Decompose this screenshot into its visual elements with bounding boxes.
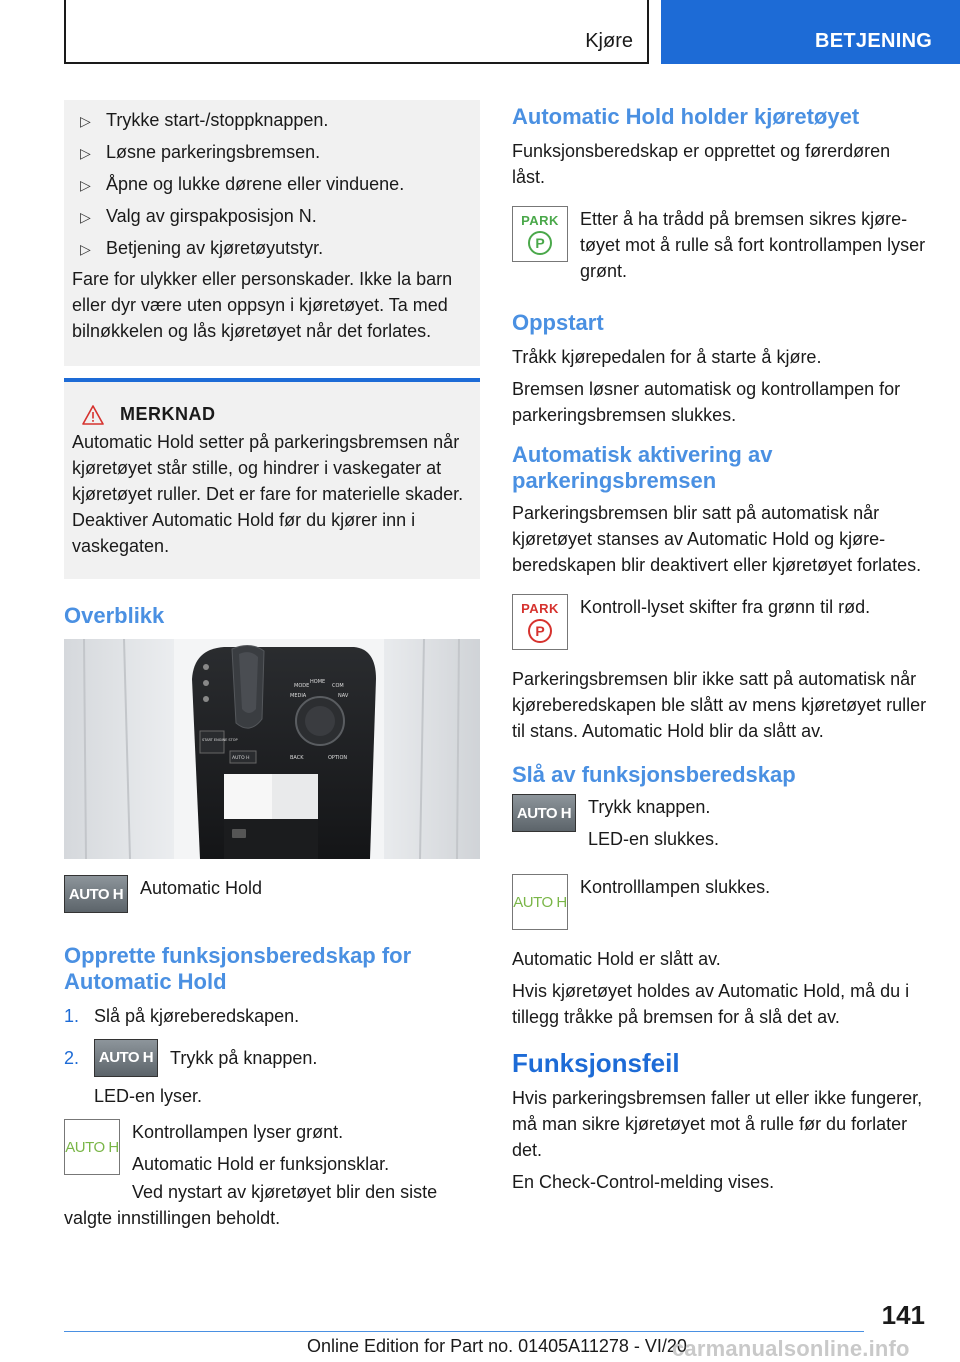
start-text-1: Tråkk kjørepedalen for å starte å kjøre. <box>512 347 822 367</box>
console-label-back: BACK <box>290 755 304 761</box>
console-label-auto-h: AUTO H <box>232 756 250 761</box>
lamp-green-text: Kontrollampen lyser grønt. <box>132 1122 344 1142</box>
off-led-text: LED-en slukkes. <box>588 829 720 849</box>
off-extra-text: Hvis kjøretøyet holdes av Automatic Hold, må du i tillegg tråkke på bremsen for å slå det av. <box>512 981 910 1027</box>
off-done-text: Automatic Hold er slått av. <box>512 949 721 969</box>
console-label-nav: NAV <box>338 693 349 699</box>
header-chapter-title: BETJENING <box>815 30 933 52</box>
restart-text: Ved nystart av kjøretøyet blir den siste valgte innstillingen beholdt. <box>64 1182 438 1228</box>
overview-heading: Overblikk <box>64 603 165 628</box>
hold-icon-row <box>512 206 928 284</box>
note-text: Automatic Hold setter på parkeringsbremsen når kjøretøyet står stille, og hindrer i vaskegater at kjøretøyet ruller. Det er fare for materielle skader. Deaktiver Automatic Hold før du kjører inn i vaskegaten. <box>72 432 464 556</box>
off-lamp-text: Kontrolllampen slukkes. <box>580 877 771 897</box>
hold-icon-text: Etter å ha trådd på bremsen sikres kjøretøyet mot å rulle så fort kontrollampen lyser grønt. <box>580 209 926 281</box>
warning-box <box>64 100 480 366</box>
note-title: MERKNAD <box>120 404 216 424</box>
auto-heading: Automatisk aktivering av parkeringsbremsen <box>512 442 773 493</box>
step-item: 2. AUTO H Trykk på knappen. <box>64 1039 480 1077</box>
off-heading: Slå av funksjonsberedskap <box>512 762 796 787</box>
footer-divider <box>64 1331 864 1332</box>
park-green-indicator-icon: PARK P <box>512 206 568 262</box>
auto-hold-indicator-green-icon: AUTO H <box>512 874 568 930</box>
console-label-mode: MODE <box>294 683 310 689</box>
auto-text: Parkeringsbremsen blir satt på automatisk når kjøretøyet stanses av Automatic Hold og kjøreberedskapen blir deaktivert eller kjøretøyet forlates. <box>512 503 922 575</box>
bullet-item: ▷ Valg av girspakposisjon N. <box>80 206 317 226</box>
warning-triangle-icon <box>82 405 104 425</box>
hold-heading: Automatic Hold holder kjøretøyet <box>512 104 860 129</box>
off-press-text: Trykk knappen. <box>588 797 711 817</box>
auto-hold-indicator-green-icon: AUTO H <box>64 1119 120 1175</box>
auto-hold-label: Automatic Hold <box>140 878 263 898</box>
watermark: carmanualsonline.info <box>672 1336 910 1361</box>
triangle-bullet-icon: ▷ <box>80 113 91 129</box>
note-header <box>72 404 472 425</box>
fault-message-text: En Check-Control-melding vises. <box>512 1172 775 1192</box>
overview-button-row <box>64 875 480 913</box>
note-box <box>64 378 480 579</box>
park-red-indicator-icon: PARK P <box>512 594 568 650</box>
lamp-green-row <box>64 1119 480 1183</box>
ready-text: Automatic Hold er funksjonsklar. <box>132 1154 390 1174</box>
start-heading: Oppstart <box>512 310 604 335</box>
page-number: 141 <box>881 1300 925 1330</box>
triangle-bullet-icon: ▷ <box>80 145 91 161</box>
off-press-row <box>512 794 928 858</box>
fault-heading: Funksjonsfeil <box>512 1048 680 1078</box>
header-section-title: Kjøre <box>585 30 633 52</box>
auto-hold-button-icon: AUTO H <box>64 875 128 913</box>
triangle-bullet-icon: ▷ <box>80 209 91 225</box>
left-column <box>64 100 480 1237</box>
center-console-photo <box>64 639 480 859</box>
bullet-item: ▷ Trykke start-/stoppknappen. <box>80 110 329 130</box>
warning-text: Fare for ulykker eller personskader. Ikke la barn eller dyr være uten oppsyn i kjøretøyet. Ta med bilnøkkelen og lås kjøretøyet når det forlates. <box>72 269 453 341</box>
console-label-option: OPTION <box>328 755 348 761</box>
bullet-item: ▷ Betjening av kjøretøyutstyr. <box>80 238 324 258</box>
step-item: 1. Slå på kjøreberedskapen. <box>64 1006 300 1026</box>
console-label-com: COM <box>332 683 344 689</box>
console-label-media: MEDIA <box>290 693 307 699</box>
bullet-item: ▷ Åpne og lukke dørene eller vinduene. <box>80 174 405 194</box>
hold-text: Funksjonsberedskap er opprettet og førerdøren låst. <box>512 141 891 187</box>
header-section-box <box>64 0 649 64</box>
start-text-2: Bremsen løsner automatisk og kontrollampen for parkeringsbremsen slukkes. <box>512 379 901 425</box>
console-label-home: HOME <box>310 679 326 685</box>
auto-icon-text: Kontroll-lyset skifter fra grønn til rød. <box>580 597 871 617</box>
right-column <box>512 100 928 1201</box>
setup-heading: Opprette funksjonsberedskap for Automatic Hold <box>64 943 412 994</box>
auto-icon-row <box>512 594 928 650</box>
auto-text-2: Parkeringsbremsen blir ikke satt på automatisk når kjøreberedskapen ble slått av mens kjøretøyet ruller til stans. Automatic Hold blir da slått av. <box>512 669 927 741</box>
console-label-start-stop: START ENGINE STOP <box>202 738 238 742</box>
auto-hold-button-icon: AUTO H <box>512 794 576 832</box>
auto-hold-button-icon: AUTO H <box>94 1039 158 1077</box>
triangle-bullet-icon: ▷ <box>80 177 91 193</box>
triangle-bullet-icon: ▷ <box>80 241 91 257</box>
center-console-illustration <box>64 639 480 859</box>
header-chapter-box <box>661 0 960 64</box>
led-on-text: LED-en lyser. <box>94 1086 203 1106</box>
bullet-item: ▷ Løsne parkeringsbremsen. <box>80 142 321 162</box>
footer-edition: Online Edition for Part no. 01405A11278 - VI/20 <box>307 1336 687 1356</box>
off-lamp-row <box>512 874 928 930</box>
fault-text: Hvis parkeringsbremsen faller ut eller ikke fungerer, må man sikre kjøretøyet mot å rulle før du forlater det. <box>512 1088 923 1160</box>
